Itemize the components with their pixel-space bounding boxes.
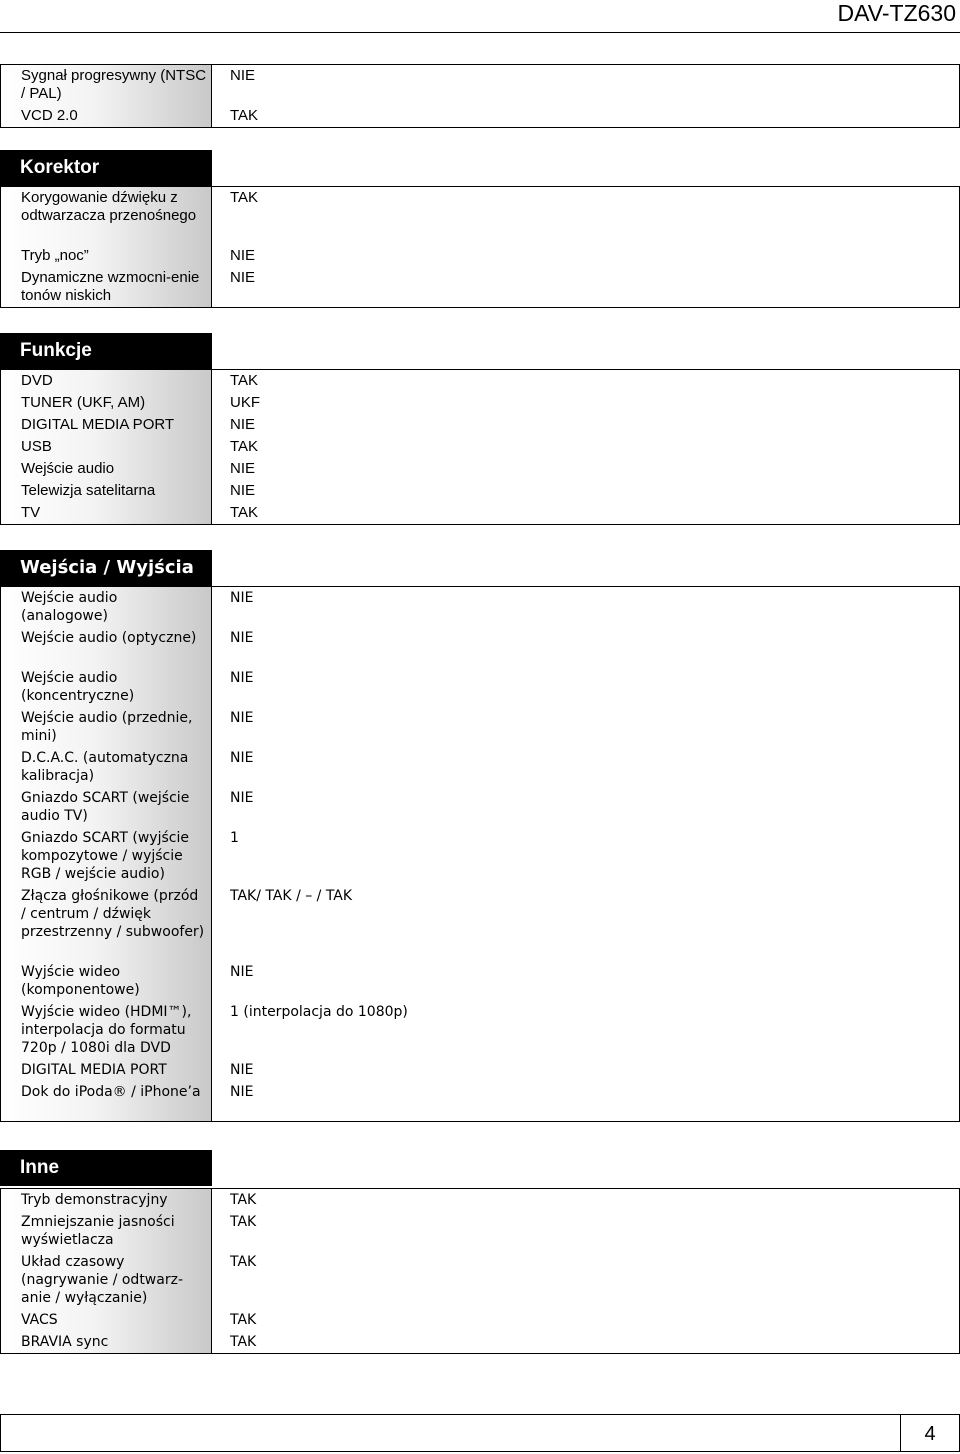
spec-label: DVD: [1, 370, 212, 392]
spec-row: [1, 667, 959, 707]
spec-label: Tryb demonstracyjny: [1, 1189, 212, 1211]
spec-row: [1, 885, 959, 961]
spec-row: [1, 187, 959, 245]
spec-row: [1, 436, 959, 458]
spec-value: TAK: [230, 1192, 257, 1208]
spec-rows: [0, 369, 960, 525]
spec-label: Wyjście wideo (HDMI™), interpolacja do formatu 720p / 1080i dla DVD: [1, 1001, 212, 1059]
spec-value: NIE: [230, 1084, 254, 1100]
spec-label: Zmniejszanie jasności wyświetlacza: [1, 1211, 212, 1251]
spec-label: Wejście audio (optyczne): [1, 627, 212, 667]
spec-value: NIE: [230, 1062, 254, 1078]
spec-value: NIE: [230, 710, 254, 726]
spec-label: Wyjście wideo (komponentowe): [1, 961, 212, 1001]
spec-row: [1, 1331, 959, 1353]
spec-label: TUNER (UKF, AM): [1, 392, 212, 414]
spec-label: Telewizja satelitarna: [1, 480, 212, 502]
spec-label: Złącza głośnikowe (przód / centrum / dźwięk przestrzenny / subwoofer): [1, 885, 212, 961]
spec-label: BRAVIA sync: [1, 1331, 212, 1353]
spec-row: [1, 1309, 959, 1331]
spec-label: Układ czasowy (nagrywanie / odtwarz-anie / wyłączanie): [1, 1251, 212, 1309]
spec-label: DIGITAL MEDIA PORT: [1, 414, 212, 436]
spec-rows: [0, 1188, 960, 1354]
spec-label: D.C.A.C. (automatyczna kalibracja): [1, 747, 212, 787]
header-rule: [0, 32, 960, 33]
spec-row: [1, 267, 959, 307]
spec-row: [1, 1251, 959, 1309]
spec-row: [1, 707, 959, 747]
spec-value: NIE: [230, 269, 256, 286]
spec-label: VCD 2.0: [1, 105, 212, 127]
spec-value: NIE: [230, 790, 254, 806]
spec-row: [1, 1189, 959, 1211]
spec-row: [1, 1059, 959, 1081]
spec-label: Dynamiczne wzmocni-enie tonów niskich: [1, 267, 212, 307]
spec-value: TAK: [230, 107, 259, 124]
spec-label: Wejście audio: [1, 458, 212, 480]
spec-value: TAK: [230, 1214, 257, 1230]
spec-value: NIE: [230, 247, 256, 264]
section-title: Inne: [0, 1150, 212, 1186]
spec-value: NIE: [230, 670, 254, 686]
spec-label: DIGITAL MEDIA PORT: [1, 1059, 212, 1081]
spec-row: [1, 1211, 959, 1251]
spec-value: TAK/ TAK / – / TAK: [230, 888, 353, 904]
spec-label: Sygnał progresywny (NTSC / PAL): [1, 65, 212, 105]
spec-row: [1, 480, 959, 502]
spec-rows: [0, 64, 960, 128]
spec-value: TAK: [230, 1254, 257, 1270]
spec-label: Wejście audio (przednie, mini): [1, 707, 212, 747]
model-name: DAV-TZ630: [837, 0, 956, 26]
spec-value: TAK: [230, 372, 259, 389]
spec-row: [1, 1081, 959, 1121]
spec-row: [1, 961, 959, 1001]
spec-value: TAK: [230, 438, 259, 455]
spec-value: NIE: [230, 67, 256, 84]
spec-row: [1, 105, 959, 127]
spec-row: [1, 827, 959, 885]
spec-label: Wejście audio (analogowe): [1, 587, 212, 627]
spec-value: TAK: [230, 504, 259, 521]
spec-row: [1, 627, 959, 667]
spec-value: NIE: [230, 750, 254, 766]
spec-value: TAK: [230, 1334, 257, 1350]
spec-value: TAK: [230, 189, 259, 206]
spec-label: Gniazdo SCART (wejście audio TV): [1, 787, 212, 827]
page-footer: [0, 1414, 960, 1452]
spec-label: VACS: [1, 1309, 212, 1331]
page-number: 4: [900, 1415, 959, 1451]
spec-row: [1, 65, 959, 105]
spec-value: NIE: [230, 590, 254, 606]
spec-value: NIE: [230, 460, 256, 477]
spec-label: Korygowanie dźwięku z odtwarzacza przenośnego: [1, 187, 212, 245]
spec-row: [1, 587, 959, 627]
spec-row: [1, 245, 959, 267]
spec-row: [1, 747, 959, 787]
spec-rows: [0, 586, 960, 1122]
spec-value: 1: [230, 830, 239, 846]
spec-row: [1, 1001, 959, 1059]
spec-label: Tryb „noc”: [1, 245, 212, 267]
spec-value: 1 (interpolacja do 1080p): [230, 1004, 408, 1020]
spec-label: USB: [1, 436, 212, 458]
spec-label: Dok do iPoda® / iPhone’a: [1, 1081, 212, 1121]
spec-row: [1, 458, 959, 480]
section-title: Funkcje: [0, 333, 212, 369]
spec-value: UKF: [230, 394, 260, 411]
spec-row: [1, 414, 959, 436]
section-title: Korektor: [0, 150, 212, 186]
spec-value: NIE: [230, 630, 254, 646]
spec-label: Wejście audio (koncentryczne): [1, 667, 212, 707]
section-title: Wejścia / Wyjścia: [0, 550, 212, 586]
spec-row: [1, 370, 959, 392]
spec-value: NIE: [230, 482, 256, 499]
spec-value: NIE: [230, 964, 254, 980]
spec-row: [1, 502, 959, 524]
spec-label: Gniazdo SCART (wyjście kompozytowe / wyjście RGB / wejście audio): [1, 827, 212, 885]
spec-value: NIE: [230, 416, 256, 433]
spec-value: TAK: [230, 1312, 257, 1328]
spec-rows: [0, 186, 960, 308]
spec-row: [1, 787, 959, 827]
spec-label: TV: [1, 502, 212, 524]
spec-row: [1, 392, 959, 414]
